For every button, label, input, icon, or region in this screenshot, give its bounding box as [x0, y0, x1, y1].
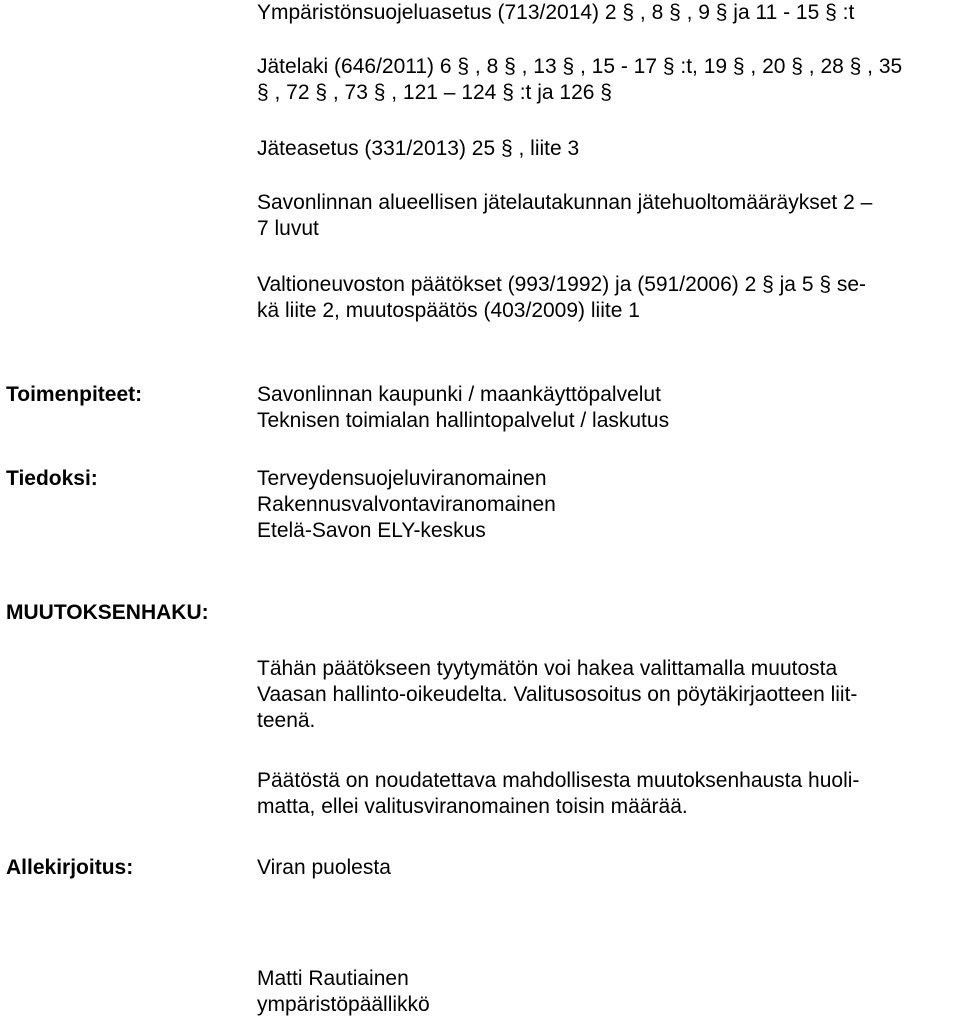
legal-ref-line: Valtioneuvoston päätökset (993/1992) ja (591/2006) 2 § ja 5 § se- [257, 273, 867, 296]
legal-ref-5 [257, 272, 957, 324]
recipient-line: Teknisen toimialan hallintopalvelut / laskutus [257, 409, 670, 432]
signer-block [257, 966, 957, 1018]
legal-ref-line: 7 luvut [257, 217, 319, 240]
allekirjoitus-text: Viran puolesta [257, 856, 391, 879]
signer-title: ympäristöpäällikkö [257, 993, 430, 1016]
recipient-line: Etelä-Savon ELY-keskus [257, 519, 486, 542]
tiedoksi-label: Tiedoksi: [6, 467, 98, 490]
recipient-line: Savonlinnan kaupunki / maankäyttöpalvelut [257, 383, 661, 406]
toimenpiteet-label: Toimenpiteet: [6, 383, 143, 406]
legal-ref-4 [257, 190, 957, 242]
legal-ref-line: § , 72 § , 73 § , 121 – 124 § :t ja 126 § [257, 81, 612, 104]
legal-ref-line: Jäteasetus (331/2013) 25 § , liite 3 [257, 137, 580, 160]
legal-ref-line: Savonlinnan alueellisen jätelautakunnan jätehuoltomääräykset 2 – [257, 191, 873, 214]
paragraph-line: Tähän päätökseen tyytymätön voi hakea valittamalla muutosta [257, 657, 838, 680]
signer-name: Matti Rautiainen [257, 967, 409, 990]
paragraph-line: Päätöstä on noudatettava mahdollisesta muutoksenhausta huoli- [257, 769, 860, 792]
paragraph-line: Vaasan hallinto-oikeudelta. Valitusosoitus on pöytäkirjaotteen liit- [257, 683, 858, 706]
muutoksenhaku-paragraph-1 [257, 656, 957, 734]
tiedoksi-recipients [257, 466, 957, 544]
allekirjoitus-label: Allekirjoitus: [6, 856, 134, 879]
muutoksenhaku-paragraph-2 [257, 768, 957, 820]
recipient-line: Rakennusvalvontaviranomainen [257, 493, 556, 516]
legal-ref-line: kä liite 2, muutospäätös (403/2009) liite 1 [257, 299, 640, 322]
legal-ref-1 [257, 0, 957, 26]
recipient-line: Terveydensuojeluviranomainen [257, 467, 547, 490]
legal-ref-2 [257, 54, 957, 106]
muutoksenhaku-label: MUUTOKSENHAKU: [6, 601, 209, 624]
legal-ref-line: Jätelaki (646/2011) 6 § , 8 § , 13 § , 15 - 17 § :t, 19 § , 20 § , 28 § , 35 [257, 55, 903, 78]
paragraph-line: matta, ellei valitusviranomainen toisin määrää. [257, 795, 688, 818]
legal-ref-3 [257, 136, 957, 162]
toimenpiteet-recipients [257, 382, 957, 434]
legal-ref-line: Ympäristönsuojeluasetus (713/2014) 2 § , 8 § , 9 § ja 11 - 15 § :t [257, 1, 855, 24]
paragraph-line: teenä. [257, 709, 316, 732]
